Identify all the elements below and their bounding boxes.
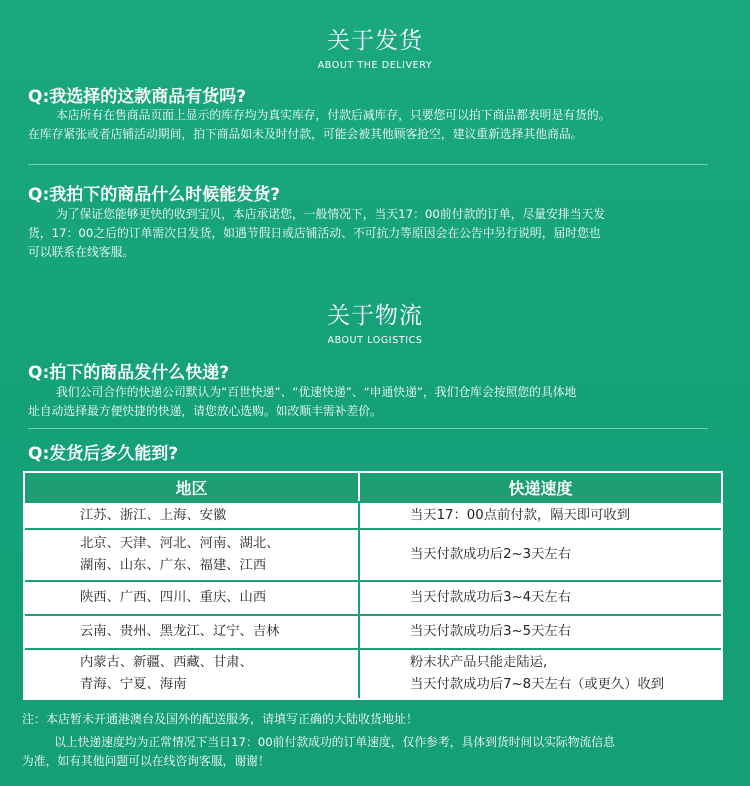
speed-cell [360,528,721,580]
shipping-note: 注：本店暂未开通港澳台及国外的配送服务，请填写正确的大陆收货地址！ [22,712,419,726]
region-text: 北京、天津、河北、河南、湖北、 [80,536,280,551]
table-row [25,648,721,698]
answer-line: 货，17：00之后的订单需次日发货，如遇节假日或店铺活动、不可抗力等原因会在公告中另行说明，届时您也 [28,226,601,240]
speed-text: 当天付款成功后3~4天左右 [410,590,572,605]
answer-line: 在库存紧张或者店铺活动期间，拍下商品如未及时付款，可能会被其他顾客抢空，建议重新选择其他商品。 [28,127,583,141]
logistics-title-zh: 关于物流 [327,303,423,329]
divider [28,164,708,165]
footer-line: 以上快递速度均为正常情况下当日17：00前付款成功的订单速度，仅作参考，具体到货时间以实际物流信息 [54,735,615,749]
delivery-title-en: ABOUT THE DELIVERY [317,60,433,71]
region-text: 湖南、山东、广东、福建、江西 [80,558,267,573]
region-cell [25,528,360,580]
table-row [25,580,721,614]
logistics-question-1: Q:拍下的商品发什么快递? [28,363,230,383]
speed-text: 当天付款成功后7~8天左右（或更久）收到 [410,677,665,692]
footer-line: 为准，如有其他问题可以在线咨询客服，谢谢！ [22,754,270,768]
answer-line: 我们公司合作的快递公司默认为“百世快递”、“优速快递”、“申通快递”，我们仓库会按照您的具体地 [56,385,577,399]
delivery-answer-2 [28,205,718,262]
region-text: 内蒙古、新疆、西藏、甘肃、 [80,655,253,670]
region-text: 云南、贵州、黑龙江、辽宁、吉林 [80,624,280,639]
table-row [25,528,721,580]
answer-line: 可以联系在线客服。 [28,245,135,259]
speed-text: 当天付款成功后3~5天左右 [410,624,572,639]
answer-line: 本店所有在售商品页面上显示的库存均为真实库存，付款后减库存，只要您可以拍下商品都表明是有货的。 [56,108,611,122]
delivery-title-zh: 关于发货 [327,28,423,54]
region-text: 青海、宁夏、海南 [80,677,187,692]
table-header-row [25,473,721,501]
delivery-question-1: Q:我选择的这款商品有货吗? [28,87,247,107]
table-row [25,614,721,648]
speed-cell [360,648,721,698]
logistics-question-2: Q:发货后多久能到? [28,444,179,464]
footer-disclaimer [22,733,722,771]
shipping-time-table [23,471,723,700]
delivery-question-2: Q:我拍下的商品什么时候能发货? [28,185,281,205]
answer-line: 为了保证您能够更快的收到宝贝，本店承诺您，一般情况下，当天17：00前付款的订单，尽量安排当天发 [56,207,606,221]
logistics-title-en: ABOUT LOGISTICS [327,335,423,346]
answer-line: 址自动选择最方便快捷的快递，请您放心选购。如改顺丰需补差价。 [28,404,382,418]
delivery-section-title [0,22,750,71]
speed-text: 粉末状产品只能走陆运, [410,655,548,670]
table-row [25,501,721,528]
delivery-answer-1 [28,106,718,144]
logistics-section-title [0,297,750,346]
speed-cell [360,501,721,528]
region-text: 江苏、浙江、上海、安徽 [80,507,227,523]
region-cell [25,614,360,648]
header-speed: 快递速度 [360,473,721,501]
header-region: 地区 [25,473,360,501]
region-text: 陕西、广西、四川、重庆、山西 [80,590,267,605]
speed-text: 当天17：00点前付款，隔天即可收到 [410,507,630,523]
logistics-answer-1 [28,383,718,421]
region-cell [25,648,360,698]
region-cell [25,580,360,614]
speed-cell [360,614,721,648]
region-cell [25,501,360,528]
speed-cell [360,580,721,614]
speed-text: 当天付款成功后2~3天左右 [410,547,572,562]
divider [28,428,708,429]
